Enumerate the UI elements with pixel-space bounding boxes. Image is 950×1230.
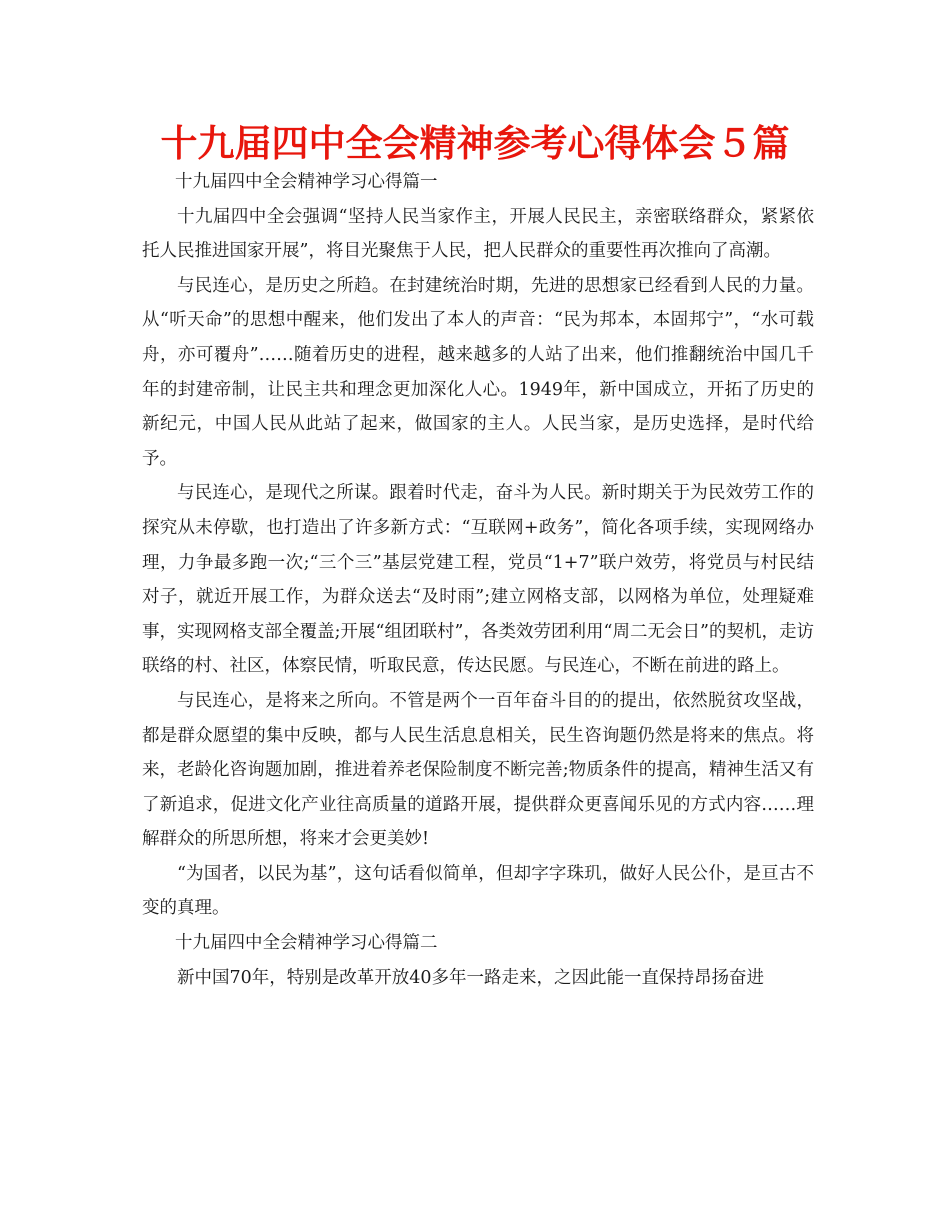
document-body [142, 165, 814, 995]
paragraph: 十九届四中全会强调“坚持人民当家作主，开展人民民主，亲密联络群众，紧紧依托人民推进国家开展”，将目光聚焦于人民，把人民群众的重要性再次推向了高潮。 [142, 206, 814, 262]
paragraph: 与民连心，是将来之所向。不管是两个一百年奋斗目的的提出，依然脱贫攻坚战，都是群众愿望的集中反映，都与人民生活息息相关，民生咨询题仍然是将来的焦点。将来，老龄化咨询题加剧，推进着养老保险制度不断完善;物质条件的提高，精神生活又有了新追求，促进文化产业往高质量的道路开展，提供群众更喜闻乐见的方式内容……理解群众的所思所想，将来才会更美妙! [142, 690, 814, 850]
paragraph: 与民连心，是历史之所趋。在封建统治时期，先进的思想家已经看到人民的力量。从“听天命”的思想中醒来，他们发出了本人的声音：“民为邦本，本固邦宁”，“水可载舟，亦可覆舟”……随着历史的进程，越来越多的人站了出来，他们推翻统治中国几千年的封建帝制，让民主共和理念更加深化人心。1949年，新中国成立，开拓了历史的新纪元，中国人民从此站了起来，做国家的主人。人民当家，是历史选择，是时代给予。 [142, 275, 814, 469]
paragraph: 与民连心，是现代之所谋。跟着时代走，奋斗为人民。新时期关于为民效劳工作的探究从未停歇，也打造出了许多新方式：“互联网+政务”，简化各项手续，实现网络办理，力争最多跑一次;“三个三”基层党建工程，党员“1+7”联户效劳，将党员与村民结对子，就近开展工作，为群众送去“及时雨”;建立网格支部，以网格为单位，处理疑难事，实现网格支部全覆盖;开展“组团联村”，各类效劳团利用“周二无会日”的契机，走访联络的村、社区，体察民情，听取民意，传达民愿。与民连心，不断在前进的路上。 [142, 483, 814, 677]
paragraph: 新中国70年，特别是改革开放40多年一路走来，之因此能一直保持昂扬奋进 [177, 967, 765, 988]
document-title: 十九届四中全会精神参考心得体会５篇 [160, 122, 790, 165]
section-heading: 十九届四中全会精神学习心得篇一 [175, 172, 438, 192]
section-heading: 十九届四中全会精神学习心得篇二 [175, 933, 438, 954]
paragraph: “为国者，以民为基”，这句话看似简单，但却字字珠玑，做好人民公仆，是亘古不变的真理。 [142, 863, 814, 919]
